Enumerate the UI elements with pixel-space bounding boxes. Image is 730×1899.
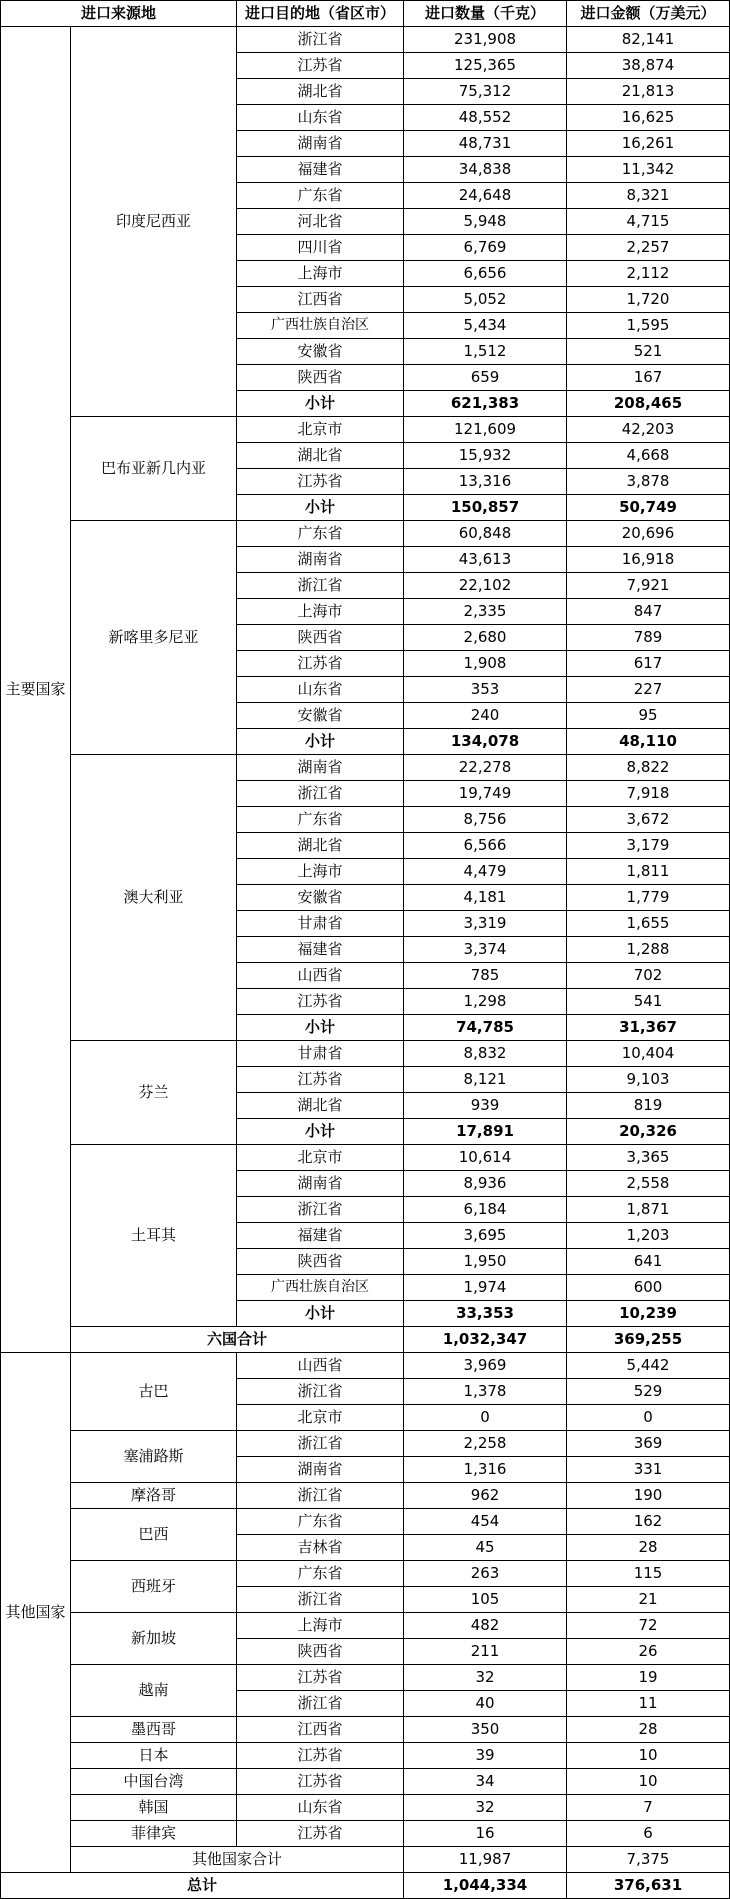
amount-cell: 10: [567, 1743, 730, 1769]
quantity-cell: 43,613: [404, 547, 567, 573]
amount-cell: 1,203: [567, 1223, 730, 1249]
quantity-cell: 1,950: [404, 1249, 567, 1275]
quantity-cell: 1,298: [404, 989, 567, 1015]
quantity-cell: 0: [404, 1405, 567, 1431]
amount-cell: 16,918: [567, 547, 730, 573]
country-cell: 印度尼西亚: [71, 27, 237, 417]
subtotal-quantity: 74,785: [404, 1015, 567, 1041]
section-label-main: 主要国家: [1, 27, 71, 1353]
subtotal-label: 小计: [237, 1301, 404, 1327]
province-cell: 甘肃省: [237, 1041, 404, 1067]
table-row: [1, 1509, 730, 1535]
amount-cell: 190: [567, 1483, 730, 1509]
subtotal-amount: 50,749: [567, 495, 730, 521]
quantity-cell: 48,731: [404, 131, 567, 157]
quantity-cell: 40: [404, 1691, 567, 1717]
table-row: [1, 1041, 730, 1067]
province-cell: 浙江省: [237, 1691, 404, 1717]
province-cell: 江苏省: [237, 1769, 404, 1795]
province-cell: 浙江省: [237, 573, 404, 599]
province-cell: 浙江省: [237, 1431, 404, 1457]
province-cell: 广东省: [237, 521, 404, 547]
table-row: [1, 1145, 730, 1171]
amount-cell: 8,321: [567, 183, 730, 209]
quantity-cell: 32: [404, 1795, 567, 1821]
quantity-cell: 785: [404, 963, 567, 989]
province-cell: 湖南省: [237, 1457, 404, 1483]
province-cell: 湖北省: [237, 1093, 404, 1119]
quantity-cell: 34: [404, 1769, 567, 1795]
header-row: [1, 1, 730, 27]
amount-cell: 1,811: [567, 859, 730, 885]
country-cell: 新喀里多尼亚: [71, 521, 237, 755]
quantity-cell: 5,948: [404, 209, 567, 235]
province-cell: 广东省: [237, 807, 404, 833]
province-cell: 江苏省: [237, 1743, 404, 1769]
quantity-cell: 1,908: [404, 651, 567, 677]
province-cell: 浙江省: [237, 27, 404, 53]
province-cell: 广西壮族自治区: [237, 313, 404, 339]
province-cell: 河北省: [237, 209, 404, 235]
amount-cell: 1,871: [567, 1197, 730, 1223]
country-cell: 日本: [71, 1743, 237, 1769]
province-cell: 北京市: [237, 417, 404, 443]
quantity-cell: 4,181: [404, 885, 567, 911]
subtotal-quantity: 33,353: [404, 1301, 567, 1327]
quantity-cell: 10,614: [404, 1145, 567, 1171]
quantity-cell: 22,278: [404, 755, 567, 781]
grand-total-label: 总计: [1, 1873, 404, 1899]
amount-cell: 115: [567, 1561, 730, 1587]
amount-cell: 3,672: [567, 807, 730, 833]
quantity-cell: 60,848: [404, 521, 567, 547]
table-row: [1, 1743, 730, 1769]
province-cell: 江苏省: [237, 1821, 404, 1847]
province-cell: 广东省: [237, 1509, 404, 1535]
quantity-cell: 3,695: [404, 1223, 567, 1249]
quantity-cell: 231,908: [404, 27, 567, 53]
province-cell: 山东省: [237, 105, 404, 131]
province-cell: 浙江省: [237, 1587, 404, 1613]
quantity-cell: 3,969: [404, 1353, 567, 1379]
province-cell: 北京市: [237, 1145, 404, 1171]
country-cell: 中国台湾: [71, 1769, 237, 1795]
table-row: [1, 1613, 730, 1639]
country-cell: 摩洛哥: [71, 1483, 237, 1509]
quantity-cell: 659: [404, 365, 567, 391]
quantity-cell: 6,656: [404, 261, 567, 287]
province-cell: 浙江省: [237, 1379, 404, 1405]
amount-cell: 1,779: [567, 885, 730, 911]
province-cell: 上海市: [237, 261, 404, 287]
quantity-cell: 6,566: [404, 833, 567, 859]
header-origin: 进口来源地: [1, 1, 237, 27]
amount-cell: 702: [567, 963, 730, 989]
amount-cell: 162: [567, 1509, 730, 1535]
quantity-cell: 454: [404, 1509, 567, 1535]
subtotal-amount: 10,239: [567, 1301, 730, 1327]
amount-cell: 2,257: [567, 235, 730, 261]
quantity-cell: 48,552: [404, 105, 567, 131]
quantity-cell: 8,756: [404, 807, 567, 833]
amount-cell: 789: [567, 625, 730, 651]
header-destination: 进口目的地（省区市）: [237, 1, 404, 27]
province-cell: 湖南省: [237, 547, 404, 573]
amount-cell: 95: [567, 703, 730, 729]
amount-cell: 10,404: [567, 1041, 730, 1067]
quantity-cell: 5,434: [404, 313, 567, 339]
amount-cell: 641: [567, 1249, 730, 1275]
province-cell: 上海市: [237, 1613, 404, 1639]
quantity-cell: 45: [404, 1535, 567, 1561]
amount-cell: 521: [567, 339, 730, 365]
amount-cell: 847: [567, 599, 730, 625]
province-cell: 山东省: [237, 677, 404, 703]
quantity-cell: 211: [404, 1639, 567, 1665]
quantity-cell: 15,932: [404, 443, 567, 469]
other-total-quantity: 11,987: [404, 1847, 567, 1873]
quantity-cell: 6,184: [404, 1197, 567, 1223]
province-cell: 广西壮族自治区: [237, 1275, 404, 1301]
amount-cell: 9,103: [567, 1067, 730, 1093]
quantity-cell: 34,838: [404, 157, 567, 183]
province-cell: 广东省: [237, 183, 404, 209]
six-total-quantity: 1,032,347: [404, 1327, 567, 1353]
subtotal-quantity: 17,891: [404, 1119, 567, 1145]
grand-total-row: [1, 1873, 730, 1899]
quantity-cell: 125,365: [404, 53, 567, 79]
grand-total-quantity: 1,044,334: [404, 1873, 567, 1899]
province-cell: 江西省: [237, 1717, 404, 1743]
amount-cell: 617: [567, 651, 730, 677]
province-cell: 浙江省: [237, 781, 404, 807]
quantity-cell: 350: [404, 1717, 567, 1743]
amount-cell: 4,715: [567, 209, 730, 235]
amount-cell: 1,655: [567, 911, 730, 937]
province-cell: 江西省: [237, 287, 404, 313]
section-label-other: 其他国家: [1, 1353, 71, 1873]
quantity-cell: 263: [404, 1561, 567, 1587]
table-row: [1, 521, 730, 547]
amount-cell: 8,822: [567, 755, 730, 781]
amount-cell: 16,261: [567, 131, 730, 157]
six-country-total-row: [1, 1327, 730, 1353]
other-total-label: 其他国家合计: [71, 1847, 404, 1873]
country-cell: 韩国: [71, 1795, 237, 1821]
amount-cell: 167: [567, 365, 730, 391]
subtotal-label: 小计: [237, 391, 404, 417]
quantity-cell: 353: [404, 677, 567, 703]
subtotal-label: 小计: [237, 729, 404, 755]
province-cell: 湖南省: [237, 131, 404, 157]
province-cell: 江苏省: [237, 53, 404, 79]
amount-cell: 19: [567, 1665, 730, 1691]
quantity-cell: 13,316: [404, 469, 567, 495]
province-cell: 山西省: [237, 963, 404, 989]
province-cell: 山东省: [237, 1795, 404, 1821]
subtotal-amount: 208,465: [567, 391, 730, 417]
amount-cell: 21,813: [567, 79, 730, 105]
country-cell: 土耳其: [71, 1145, 237, 1327]
quantity-cell: 8,936: [404, 1171, 567, 1197]
table-row: [1, 1483, 730, 1509]
amount-cell: 82,141: [567, 27, 730, 53]
quantity-cell: 2,258: [404, 1431, 567, 1457]
province-cell: 福建省: [237, 1223, 404, 1249]
amount-cell: 227: [567, 677, 730, 703]
quantity-cell: 3,319: [404, 911, 567, 937]
amount-cell: 1,288: [567, 937, 730, 963]
amount-cell: 1,595: [567, 313, 730, 339]
amount-cell: 2,558: [567, 1171, 730, 1197]
table-row: [1, 755, 730, 781]
amount-cell: 38,874: [567, 53, 730, 79]
table-row: [1, 1353, 730, 1379]
subtotal-amount: 48,110: [567, 729, 730, 755]
quantity-cell: 105: [404, 1587, 567, 1613]
province-cell: 福建省: [237, 937, 404, 963]
country-cell: 新加坡: [71, 1613, 237, 1665]
amount-cell: 6: [567, 1821, 730, 1847]
six-total-label: 六国合计: [71, 1327, 404, 1353]
country-cell: 菲律宾: [71, 1821, 237, 1847]
province-cell: 四川省: [237, 235, 404, 261]
amount-cell: 7: [567, 1795, 730, 1821]
header-quantity: 进口数量（千克）: [404, 1, 567, 27]
province-cell: 江苏省: [237, 651, 404, 677]
quantity-cell: 6,769: [404, 235, 567, 261]
province-cell: 湖北省: [237, 79, 404, 105]
quantity-cell: 19,749: [404, 781, 567, 807]
amount-cell: 42,203: [567, 417, 730, 443]
province-cell: 江苏省: [237, 1067, 404, 1093]
country-cell: 墨西哥: [71, 1717, 237, 1743]
country-cell: 西班牙: [71, 1561, 237, 1613]
province-cell: 上海市: [237, 599, 404, 625]
province-cell: 湖北省: [237, 443, 404, 469]
amount-cell: 72: [567, 1613, 730, 1639]
subtotal-label: 小计: [237, 495, 404, 521]
country-cell: 芬兰: [71, 1041, 237, 1145]
province-cell: 陕西省: [237, 1639, 404, 1665]
other-total-amount: 7,375: [567, 1847, 730, 1873]
amount-cell: 11: [567, 1691, 730, 1717]
amount-cell: 1,720: [567, 287, 730, 313]
country-cell: 巴西: [71, 1509, 237, 1561]
amount-cell: 16,625: [567, 105, 730, 131]
quantity-cell: 939: [404, 1093, 567, 1119]
country-cell: 澳大利亚: [71, 755, 237, 1041]
province-cell: 江苏省: [237, 989, 404, 1015]
province-cell: 浙江省: [237, 1483, 404, 1509]
amount-cell: 3,179: [567, 833, 730, 859]
subtotal-amount: 31,367: [567, 1015, 730, 1041]
quantity-cell: 32: [404, 1665, 567, 1691]
quantity-cell: 75,312: [404, 79, 567, 105]
table-body: [1, 27, 730, 1899]
table-row: [1, 1821, 730, 1847]
amount-cell: 4,668: [567, 443, 730, 469]
province-cell: 湖南省: [237, 1171, 404, 1197]
province-cell: 吉林省: [237, 1535, 404, 1561]
province-cell: 陕西省: [237, 365, 404, 391]
subtotal-label: 小计: [237, 1015, 404, 1041]
quantity-cell: 8,832: [404, 1041, 567, 1067]
table-row: [1, 1717, 730, 1743]
province-cell: 广东省: [237, 1561, 404, 1587]
subtotal-quantity: 134,078: [404, 729, 567, 755]
amount-cell: 28: [567, 1717, 730, 1743]
quantity-cell: 39: [404, 1743, 567, 1769]
country-cell: 越南: [71, 1665, 237, 1717]
province-cell: 山西省: [237, 1353, 404, 1379]
province-cell: 陕西省: [237, 1249, 404, 1275]
table-row: [1, 1769, 730, 1795]
quantity-cell: 22,102: [404, 573, 567, 599]
subtotal-quantity: 621,383: [404, 391, 567, 417]
amount-cell: 819: [567, 1093, 730, 1119]
table-row: [1, 1665, 730, 1691]
quantity-cell: 1,316: [404, 1457, 567, 1483]
table-row: [1, 1795, 730, 1821]
amount-cell: 3,878: [567, 469, 730, 495]
province-cell: 安徽省: [237, 885, 404, 911]
quantity-cell: 121,609: [404, 417, 567, 443]
amount-cell: 541: [567, 989, 730, 1015]
amount-cell: 3,365: [567, 1145, 730, 1171]
quantity-cell: 5,052: [404, 287, 567, 313]
subtotal-label: 小计: [237, 1119, 404, 1145]
amount-cell: 21: [567, 1587, 730, 1613]
quantity-cell: 962: [404, 1483, 567, 1509]
province-cell: 江苏省: [237, 1665, 404, 1691]
amount-cell: 7,921: [567, 573, 730, 599]
province-cell: 陕西省: [237, 625, 404, 651]
other-total-row: [1, 1847, 730, 1873]
subtotal-quantity: 150,857: [404, 495, 567, 521]
quantity-cell: 2,680: [404, 625, 567, 651]
amount-cell: 331: [567, 1457, 730, 1483]
amount-cell: 10: [567, 1769, 730, 1795]
quantity-cell: 1,512: [404, 339, 567, 365]
quantity-cell: 8,121: [404, 1067, 567, 1093]
quantity-cell: 2,335: [404, 599, 567, 625]
subtotal-amount: 20,326: [567, 1119, 730, 1145]
amount-cell: 369: [567, 1431, 730, 1457]
amount-cell: 600: [567, 1275, 730, 1301]
province-cell: 湖南省: [237, 755, 404, 781]
amount-cell: 0: [567, 1405, 730, 1431]
amount-cell: 11,342: [567, 157, 730, 183]
quantity-cell: 4,479: [404, 859, 567, 885]
amount-cell: 2,112: [567, 261, 730, 287]
quantity-cell: 1,974: [404, 1275, 567, 1301]
table-row: [1, 1561, 730, 1587]
amount-cell: 529: [567, 1379, 730, 1405]
grand-total-amount: 376,631: [567, 1873, 730, 1899]
quantity-cell: 1,378: [404, 1379, 567, 1405]
province-cell: 北京市: [237, 1405, 404, 1431]
amount-cell: 26: [567, 1639, 730, 1665]
amount-cell: 7,918: [567, 781, 730, 807]
amount-cell: 20,696: [567, 521, 730, 547]
quantity-cell: 24,648: [404, 183, 567, 209]
amount-cell: 28: [567, 1535, 730, 1561]
country-cell: 巴布亚新几内亚: [71, 417, 237, 521]
quantity-cell: 240: [404, 703, 567, 729]
country-cell: 塞浦路斯: [71, 1431, 237, 1483]
amount-cell: 5,442: [567, 1353, 730, 1379]
province-cell: 安徽省: [237, 703, 404, 729]
quantity-cell: 3,374: [404, 937, 567, 963]
six-total-amount: 369,255: [567, 1327, 730, 1353]
province-cell: 上海市: [237, 859, 404, 885]
province-cell: 福建省: [237, 157, 404, 183]
table-row: [1, 1431, 730, 1457]
quantity-cell: 482: [404, 1613, 567, 1639]
province-cell: 甘肃省: [237, 911, 404, 937]
province-cell: 湖北省: [237, 833, 404, 859]
country-cell: 古巴: [71, 1353, 237, 1431]
province-cell: 浙江省: [237, 1197, 404, 1223]
table-row: [1, 417, 730, 443]
province-cell: 江苏省: [237, 469, 404, 495]
province-cell: 安徽省: [237, 339, 404, 365]
header-amount: 进口金额（万美元）: [567, 1, 730, 27]
quantity-cell: 16: [404, 1821, 567, 1847]
table-row: [1, 27, 730, 53]
